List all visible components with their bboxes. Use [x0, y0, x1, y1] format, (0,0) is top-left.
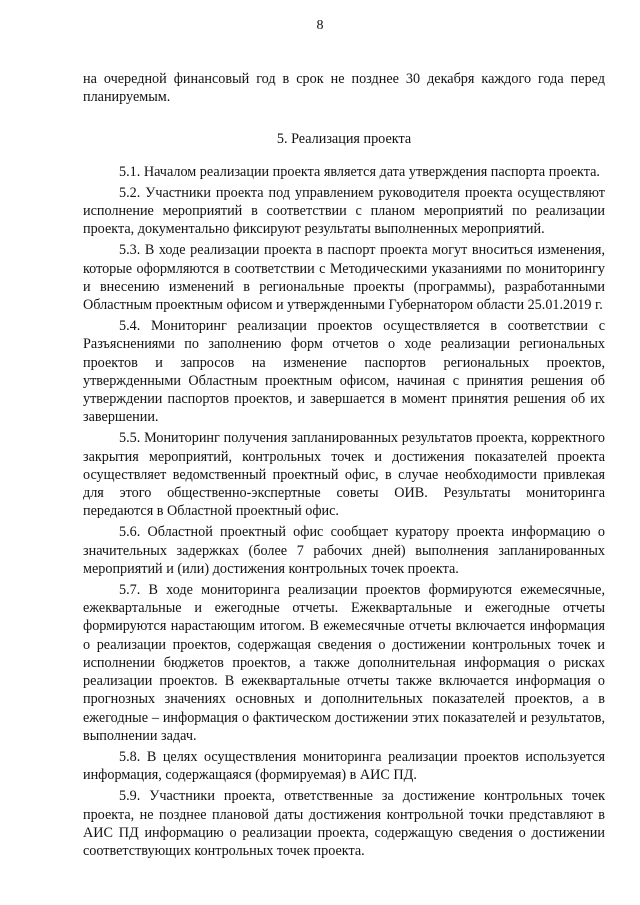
paragraph-5-2: 5.2. Участники проекта под управлением руководителя проекта осуществляют исполнение мероприятий в соответствии с планом мероприятий по реализации проекта, документально фиксируют результаты выполненных мероприятий.: [83, 184, 605, 238]
paragraph-5-5: 5.5. Мониторинг получения запланированных результатов проекта, корректного закрытия мероприятий, контрольных точек и достижения показателей проекта осуществляет ведомственный проектный офис, в случае необходимости привлекая для этого общественно-экспертные советы ОИВ. Результаты мониторинга передаются в Областной проектный офис.: [83, 430, 605, 520]
intro-paragraph: на очередной финансовый год в срок не позднее 30 декабря каждого года перед планируемым.: [83, 71, 605, 106]
paragraph-5-7: 5.7. В ходе мониторинга реализации проектов формируются ежемесячные, ежеквартальные и ежегодные отчеты. Ежеквартальные и ежегодные отчеты формируются нарастающим итогом. В ежемесячные отчеты включается информация о реализации проектов, содержащая сведения о достижении контрольных точек и исполнении бюджетов проектов, а также дополнительная информация о рисках реализации проектов. В ежеквартальные отчеты также включается информация о прогнозных значениях основных и дополнительных показателей проектов, а в ежегодные – информация о фактическом достижении этих показателей и результатов, выполнении задач.: [83, 582, 605, 744]
paragraph-5-9: 5.9. Участники проекта, ответственные за достижение контрольных точек проекта, не позднее плановой даты достижения контрольной точки представляют в АИС ПД информацию о реализации проекта, содержащую сведения о достижении соответствующих контрольных точек проекта.: [83, 788, 605, 859]
document-body: [83, 70, 605, 860]
section-title: 5. Реализация проекта: [276, 131, 412, 148]
paragraph-5-1: 5.1. Началом реализации проекта является дата утверждения паспорта проекта.: [119, 163, 600, 180]
paragraph-5-4: 5.4. Мониторинг реализации проектов осуществляется в соответствии с Разъяснениями по заполнению форм отчетов о ходе реализации региональных проектов и запросов на изменение паспортов региональных проектов, утвержденными Областным проектным офисом, начиная с принятия решения об утверждении паспортов проектов, и завершается в момент принятия решения об их завершении.: [83, 318, 605, 426]
paragraph-5-8: 5.8. В целях осуществления мониторинга реализации проектов используется информация, содержащаяся (формируемая) в АИС ПД.: [83, 748, 605, 784]
paragraph-5-3: 5.3. В ходе реализации проекта в паспорт проекта могут вноситься изменения, которые оформляются в соответствии с Методическими указаниями по мониторингу и внесению изменений в региональные проекты (программы), разработанными Областным проектным офисом и утвержденными Губернатором области 25.01.2019 г.: [83, 242, 605, 314]
page-number: 8: [316, 18, 324, 33]
paragraph-5-6: 5.6. Областной проектный офис сообщает куратору проекта информацию о значительных задержках (более 7 рабочих дней) выполнения запланированных мероприятий и (или) достижения контрольных точек проекта.: [83, 524, 605, 577]
